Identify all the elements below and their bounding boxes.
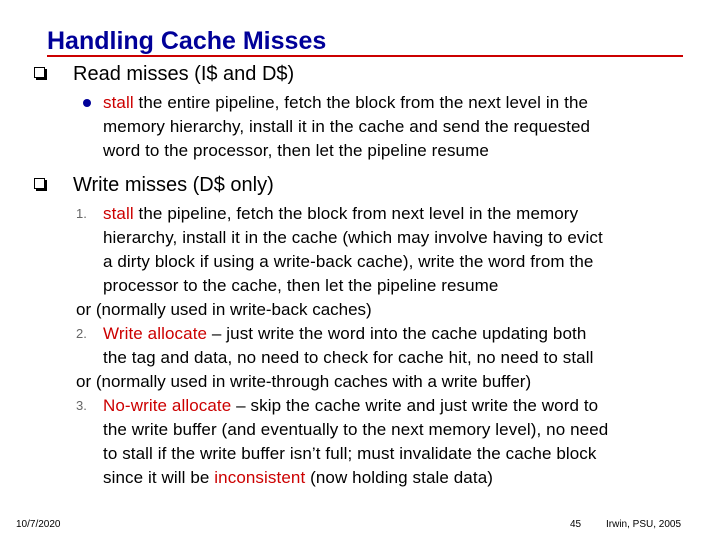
- footer-credit: Irwin, PSU, 2005: [606, 519, 682, 530]
- keyword-no-write-allocate: No-write allocate: [103, 396, 232, 415]
- keyword-inconsistent: inconsistent: [214, 468, 306, 487]
- footer-date: 10/7/2020: [16, 519, 61, 530]
- item-number-3: 3.: [76, 398, 87, 413]
- item-number-1: 1.: [76, 206, 87, 221]
- bullet-write-misses: Write misses (D$ only): [73, 174, 274, 196]
- keyword-stall: stall: [103, 93, 134, 112]
- square-bullet-icon: [34, 67, 45, 78]
- write-miss-item-2: Write allocate – just write the word into the cache updating both the tag and data, no need to check for cache hit, no need to stall: [103, 324, 594, 367]
- round-bullet-icon: [83, 99, 91, 107]
- keyword-stall: stall: [103, 204, 134, 223]
- title-underline: [47, 55, 683, 57]
- write-miss-item-1: stall the pipeline, fetch the block from next level in the memory hierarchy, install it in the cache (which may involve having to evict a dirty block if using a write-back cache), write the word from the processor to the cache, then let the pipeline resume: [103, 204, 603, 295]
- write-miss-item-3: No-write allocate – skip the cache write and just write the word to the write buffer (and eventually to the next memory level), no need to stall if the write buffer isn’t full; must invalidate the cache block since it will be inconsistent (now holding stale data): [103, 396, 609, 487]
- or-write-through-note: or (normally used in write-through caches with a write buffer): [76, 372, 532, 391]
- or-write-back-note: or (normally used in write-back caches): [76, 300, 372, 319]
- footer-page-number: 45: [570, 519, 582, 530]
- read-miss-description: stall the entire pipeline, fetch the block from the next level in the memory hierarchy, install it in the cache and send the requested word to the processor, then let the pipeline resume: [103, 93, 591, 160]
- bullet-read-misses: Read misses (I$ and D$): [73, 63, 295, 85]
- square-bullet-icon: [34, 178, 45, 189]
- slide-title: Handling Cache Misses: [47, 27, 327, 55]
- item-number-2: 2.: [76, 326, 87, 341]
- keyword-write-allocate: Write allocate: [103, 324, 208, 343]
